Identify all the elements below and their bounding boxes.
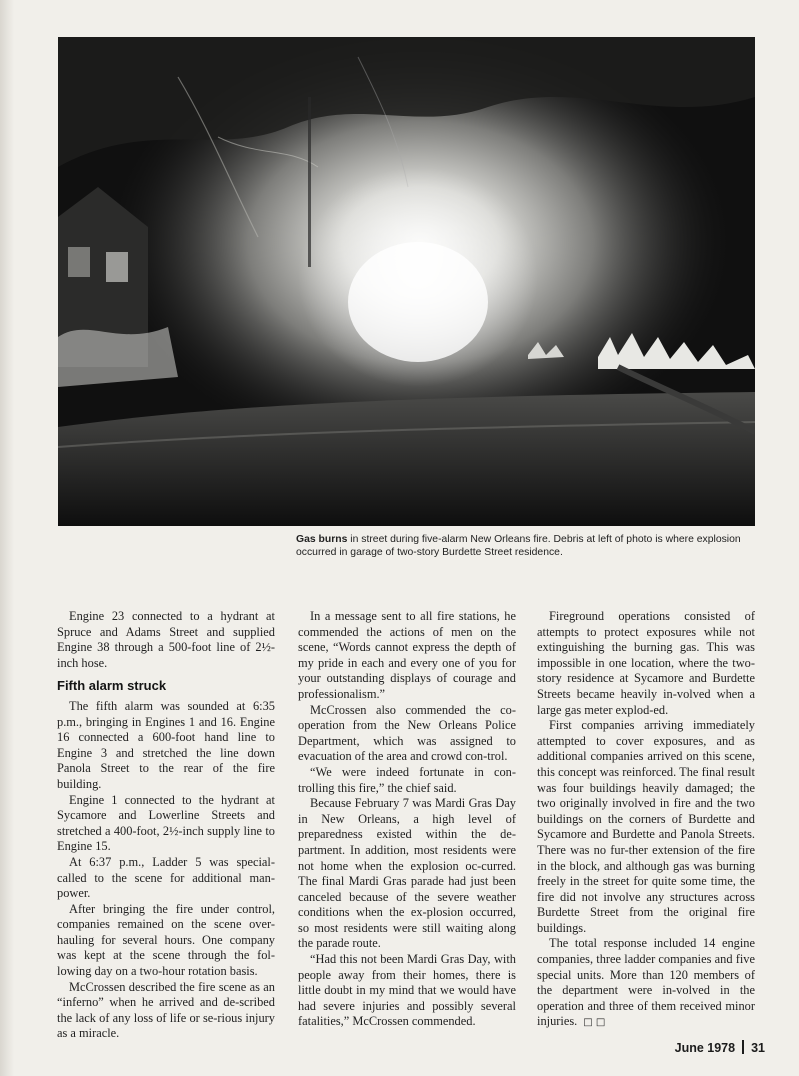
paragraph: At 6:37 p.m., Ladder 5 was special-called to the scene for additional man-power.	[57, 854, 275, 901]
paragraph-text: The total response included 14 engine companies, three ladder companies and five special units. More than 120 members of the department were in-volved in the operation and three of them received minor injuries.	[537, 936, 755, 1029]
paragraph: Engine 23 connected to a hydrant at Spruce and Adams Street and supplied Engine 38 through a 500-foot line of 2½-inch hose.	[57, 609, 275, 670]
page-footer	[675, 1040, 765, 1055]
photo-gas-fire-icon	[58, 37, 755, 526]
caption-bold: Gas burns	[296, 534, 348, 545]
paragraph	[537, 936, 755, 1031]
photo-caption	[296, 533, 758, 559]
end-of-article-mark: □ □	[583, 1017, 606, 1029]
fire-photo	[58, 37, 755, 526]
paragraph: The fifth alarm was sounded at 6:35 p.m., bringing in Engines 1 and 16. Engine 16 connected a 600-foot hand line to Engine 3 and stretched the line down Panola Street to the rear of the fire building.	[57, 698, 275, 791]
paragraph: First companies arriving immediately attempted to cover exposures, and as additional companies arrived on this scene, this concept was reinforced. The final result was four buildings heavily damaged; the two originally involved in fire and the two buildings on the corners of Burdette and Sycamore and Burdette and Panola Streets. There was no fur-ther extension of the fire in the block, and although gas was burning freely in the street for quite some time, the fire did not involve any structures across Burdette Street from the original fire buildings.	[537, 718, 755, 935]
caption-text: in street during five-alarm New Orleans fire. Debris at left of photo is where explosion occurred in garage of two-story Burdette Street residence.	[296, 534, 741, 558]
issue-date: June 1978	[674, 1041, 736, 1055]
paragraph: “We were indeed fortunate in con-trolling this fire,” the chief said.	[298, 764, 516, 795]
section-heading: Fifth alarm struck	[57, 678, 167, 694]
paragraph: In a message sent to all fire stations, he commended the actions of men on the scene, “Words cannot express the depth of my pride in each and every one of you for your outstanding displays of courage and professionalism.”	[298, 609, 516, 701]
column-3	[537, 609, 755, 1031]
paragraph: After bringing the fire under control, companies remained on the scene over-hauling for several hours. One company was kept at the scene through the fol-lowing day on a two-hour rotation basis.	[57, 901, 275, 979]
paragraph: Engine 1 connected to the hydrant at Sycamore and Lowerline Streets and stretched a 400-foot, 2½-inch supply line to Engine 15.	[57, 792, 275, 854]
binding-shadow	[0, 0, 14, 1076]
paragraph: McCrossen described the fire scene as an “inferno” when he arrived and de-scribed the lack of any loss of life or se-rious injury as a miracle.	[57, 979, 275, 1041]
page-number: 31	[751, 1041, 765, 1055]
footer-divider	[742, 1040, 744, 1054]
paragraph: McCrossen also commended the co-operation from the New Orleans Police Department, which was assigned to evacuation of the area and crowd con-trol.	[298, 702, 516, 764]
paragraph: Fireground operations consisted of attempts to protect exposures while not extinguishing the burning gas. This was impossible in one location, where the two-story residence at Sycamore and Burdette Streets became heavily in-volved when a large gas meter explod-ed.	[537, 609, 755, 717]
column-1	[57, 609, 275, 1042]
paragraph: “Had this not been Mardi Gras Day, with people away from their homes, there is little doubt in my mind that we would have had severe injuries and possibly several fatalities,” McCrossen commended.	[298, 952, 516, 1029]
paragraph: Because February 7 was Mardi Gras Day in New Orleans, a high level of preparedness existed within the de-partment. In addition, most residents were not home when the explosion oc-curred. The final Mardi Gras parade had just been canceled because of the severe weather conditions when the ex-plosion occurred, so most residents were still waiting along the parade route.	[298, 796, 516, 951]
column-2	[298, 609, 516, 1030]
